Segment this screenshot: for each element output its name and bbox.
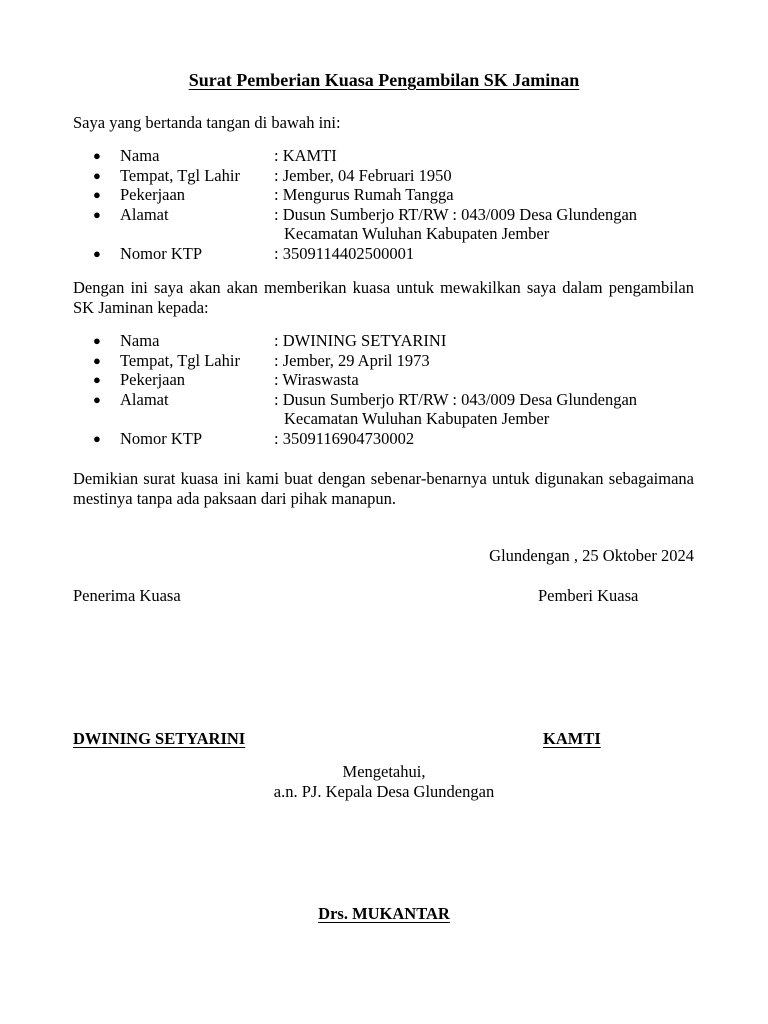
grantor-address-row-continued [93,224,684,244]
bullet-icon: ● [93,245,101,261]
field-label: Nomor KTP [120,243,203,263]
bullet-icon: ● [93,391,101,407]
bullet-icon: ● [93,333,101,348]
place-date: Glundengan , 25 Oktober 2024 [489,546,694,565]
giver-label: Pemberi Kuasa [538,586,639,605]
grantor-birth-row [93,166,684,186]
field-label: Pekerjaan [120,370,186,389]
acknowledgement-role: a.n. PJ. Kepala Desa Glundengan [273,782,495,801]
field-label: Nama [120,331,160,350]
field-label: Tempat, Tgl Lahir [120,165,240,185]
field-value: : Dusun Sumberjo RT/RW : 043/009 Desa Glundengan [274,389,638,409]
acknowledgement-heading: Mengetahui, [342,762,426,781]
field-value: : Dusun Sumberjo RT/RW : 043/009 Desa Glundengan [274,204,638,224]
grantee-id-row [93,429,684,449]
field-label: Alamat [120,389,169,409]
field-value: Kecamatan Wuluhan Kabupaten Jember [284,224,550,243]
field-value: : DWINING SETYARINI [274,331,447,350]
field-value: : Jember, 04 Februari 1950 [274,165,452,185]
bullet-icon: ● [93,187,101,202]
document-title: Surat Pemberian Kuasa Pengambilan SK Jaminan [188,70,580,90]
bullet-icon: ● [93,352,101,368]
field-value: : Wiraswasta [274,370,359,389]
field-value: : 3509114402500001 [274,243,415,263]
grantor-occupation-row [93,185,684,205]
bullet-icon: ● [93,372,101,387]
grantor-id-row [93,244,684,264]
field-label: Nomor KTP [120,428,203,448]
grantor-details [93,146,684,263]
grantee-details [93,331,684,448]
field-value: : Mengurus Rumah Tangga [274,185,454,204]
grantee-occupation-row [93,370,684,390]
giver-name: KAMTI [543,729,601,748]
grantee-address-row [93,390,684,410]
grantee-address-row-continued [93,409,684,429]
bullet-icon: ● [93,167,101,183]
field-value: Kecamatan Wuluhan Kabupaten Jember [284,409,550,428]
field-label: Alamat [120,204,169,224]
delegation-paragraph: Dengan ini saya akan akan memberikan kuasa untuk mewakilkan saya dalam pengambilan SK Jaminan kepada: [73,278,694,317]
field-label: Tempat, Tgl Lahir [120,350,240,370]
field-label: Nama [120,146,160,165]
grantee-birth-row [93,351,684,371]
bullet-icon: ● [93,148,101,163]
receiver-name: DWINING SETYARINI [73,729,246,748]
field-value: : Jember, 29 April 1973 [274,350,430,370]
receiver-label: Penerima Kuasa [73,586,181,605]
grantor-name-row [93,146,684,166]
bullet-icon: ● [93,430,101,446]
field-value: : 3509116904730002 [274,428,415,448]
field-label: Pekerjaan [120,185,186,204]
field-value: : KAMTI [274,146,337,165]
grantee-name-row [93,331,684,351]
official-name: Drs. MUKANTAR [318,904,450,923]
bullet-icon: ● [93,206,101,222]
closing-paragraph: Demikian surat kuasa ini kami buat dengan sebenar-benarnya untuk digunakan sebagaimana mestinya tanpa ada paksaan dari pihak manapun. [73,469,694,508]
grantor-address-row [93,205,684,225]
intro-text: Saya yang bertanda tangan di bawah ini: [73,113,341,132]
